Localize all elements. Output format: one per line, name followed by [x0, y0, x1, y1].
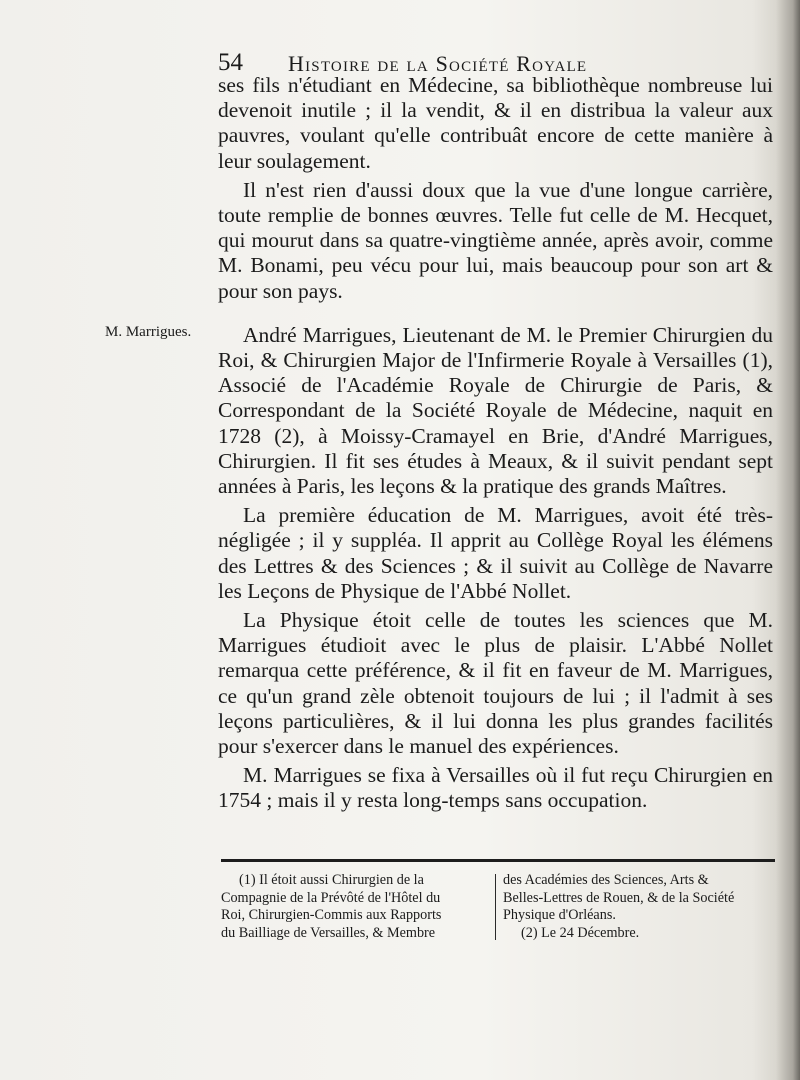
- footnote-divider: [495, 874, 496, 940]
- paragraph-4: La première éducation de M. Marrigues, avoit été très-négligée ; il y suppléa. Il apprit au Collège Royal les élémens des Lettres & des Sciences ; & il suivit au Collège de Navarre les Leçons de Physique de l'Abbé Nollet.: [218, 503, 773, 603]
- page-gutter-shadow: [776, 0, 800, 1080]
- footnote-right-line: (2) Le 24 Décembre.: [521, 924, 640, 941]
- running-title: Histoire de la Société Royale: [288, 51, 588, 76]
- footnote-left-line: (1) Il étoit aussi Chirurgien de la: [239, 872, 424, 888]
- paragraph-3: André Marrigues, Lieutenant de M. le Premier Chirurgien du Roi, & Chirurgien Major de l'Infirmerie Royale à Versailles (1), Associé de l'Académie Royale de Chirurgie de Paris, & Correspondant de la Société Royale de Médecine, naquit en 1728 (2), à Moissy-Cramayel en Brie, d'André Marrigues, Chirurgien. Il fit ses études à Meaux, & il suivit pendant sept années à Paris, les leçons & la pratique des grands Maîtres.: [218, 322, 773, 499]
- footnote-right-line: Belles-Lettres de Rouen, & de la Société: [503, 889, 735, 906]
- footnote-right-line: des Académies des Sciences, Arts &: [503, 872, 709, 888]
- margin-note: M. Marrigues.: [105, 324, 192, 340]
- footnote-rule: [221, 859, 775, 862]
- paragraph-6: M. Marrigues se fixa à Versailles où il fut reçu Chirurgien en 1754 ; mais il y resta long-temps sans occupation.: [218, 763, 773, 813]
- main-text: [218, 73, 773, 814]
- paragraph-2: Il n'est rien d'aussi doux que la vue d'une longue carrière, toute remplie de bonnes œuvres. Telle fut celle de M. Hecquet, qui mourut dans sa quatre-vingtième année, après avoir, comme M. Bonami, peu vécu pour lui, mais beaucoup pour son art & pour son pays.: [218, 177, 773, 303]
- footnote-column-left: [221, 872, 489, 942]
- footnote-left-line: Roi, Chirurgien-Commis aux Rapports: [221, 907, 442, 924]
- page-number: 54: [218, 49, 243, 76]
- paragraph-1: ses fils n'étudiant en Médecine, sa bibliothèque nombreuse lui devenoit inutile ; il la vendit, & il en distribua la valeur aux pauvres, voulant qu'elle contribuât encore de cette manière à leur soulagement.: [218, 73, 773, 173]
- footnote-right-line: Physique d'Orléans.: [503, 907, 616, 924]
- footnote-left-line: Compagnie de la Prévôté de l'Hôtel du: [221, 889, 441, 906]
- footnote-left-line: du Bailliage de Versailles, & Membre: [221, 924, 436, 941]
- footnote-column-right: [503, 872, 775, 942]
- paragraph-5: La Physique étoit celle de toutes les sciences que M. Marrigues étudioit avec le plus de plaisir. L'Abbé Nollet remarqua cette préférence, & il fit en faveur de M. Marrigues, ce qu'un grand zèle obtenoit toujours de lui ; il l'admit à ses leçons particulières, & il lui donna les plus grandes facilités pour s'exercer dans le manuel des expériences.: [218, 608, 773, 759]
